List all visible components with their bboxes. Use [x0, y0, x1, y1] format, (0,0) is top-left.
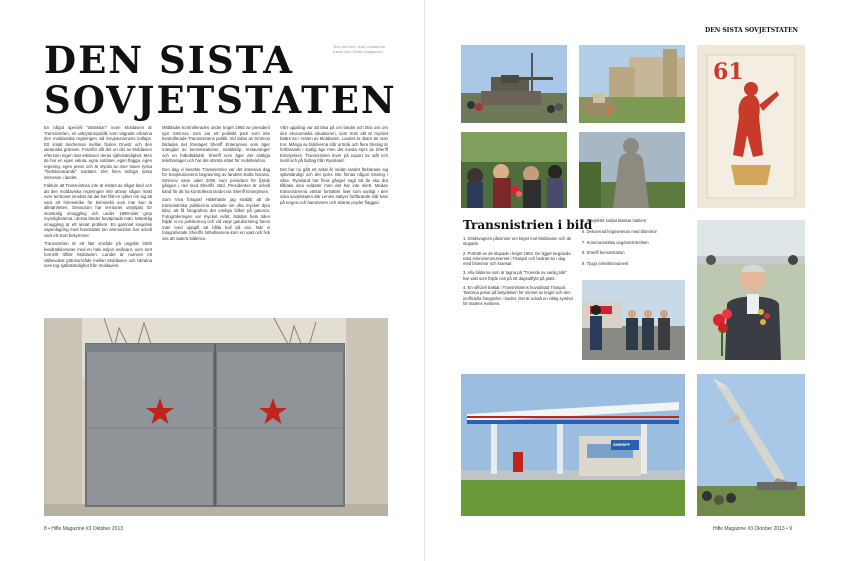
caption: 2. Porträtt av de stupade i kriget 1992. De ligger begravda nära minnesmonumentet i Tiraspol och hedras än i dag med blommor och kransar. — [463, 250, 571, 267]
caption: 1. Stridsvagnen påminner om kriget mot Moldavien och de stupade. — [463, 236, 572, 247]
captions-column-1 — [463, 236, 573, 310]
paragraph: Mittbladet kontrollerades under kriget 1992 av president Igor Smirnov, som var ett politiskt parti som inte kontrollerade Transnistriens politik. Vid sidan av Smirnov bildades det företaget Sheriff Enterprises som äger mängder av bensinstationer, snabbköp, restauranger och en fotbollsklubb. Sheriff som äger det statliga teleföretaget och har det största nätet för mobiltelefoni. — [162, 125, 270, 163]
soviet-poster-photo — [697, 45, 805, 208]
veteran-photo — [697, 220, 805, 360]
caption: 4. En officiell traktat i Transnistriens huvudstad Tiraspol. Tavlorna pekar på betydelsen för minnet av kriget och den inofficiella fotografen i landet. Det är också en viktig symbol för statens existens. — [463, 285, 573, 306]
page-folio-right: Hifle Magazine #3 Oktober 2013 • 9 — [713, 526, 793, 532]
soldier-statue-photo — [579, 132, 685, 208]
captions-column-2 — [582, 218, 694, 272]
body-column-1 — [44, 125, 152, 272]
caption: 6. Dekorerad krigsveteran med blommor — [582, 228, 657, 234]
title-line-2: SOVJETSTATEN — [44, 78, 397, 122]
byline — [333, 44, 389, 54]
crowd-flowers-photo — [461, 132, 567, 208]
caption: 3. Alla bilderna som är tagna på "Truende av vanlig tolk" har vakt som följde oss på ett dagsutflykt på plats. — [463, 270, 567, 281]
body-column-2 — [162, 125, 270, 244]
caption: 9. Tjugo missilmonument — [582, 261, 629, 267]
caption: 7. Kommunistiska ungdomsrörelsen — [582, 239, 649, 245]
paragraph: Faktum att Transnistrien inte är erkänt av något land och att den moldaviska regeringen inte utövar någon makt över territoriet innebär att det har fått en ryktet om sig att vara ett himmelrike för kriminella som inte kan lä allmänheten. Dessutom har territoriet utnyttjats för storskalig smuggling och under 1990-talet grep myndigheterna i dessa länder beväpnade män. Mänsklig smuggling är ett annat problem. En gammal sovjetisk vapenlagring med hundratals ton ammunition har också varit ett stort bekymmer. — [44, 183, 152, 238]
paragraph: Som Viva fotograf Hildehalde jag snabbt att de transnistriska politikerna värdade sin ofta mycket dyra bilar, att få fotografera det vanliga folket på gatorna. Fotograferingen var mycket svårt. Nästan hela tiden följde vi en poliskonvoj och vid varje gatukorsning fanns män med uppgift att hålla koll på oss. När vi fotograferade Sheriffs fotbollsarena kom en vakt och fick oss att radera bilderna. — [162, 197, 270, 241]
missile-monument-photo — [697, 374, 805, 516]
fortress-photo — [579, 45, 685, 123]
poster-number: 61 — [713, 59, 744, 85]
paragraph: Transnistrien är ett litet område på ungefär 4000 kvadratkilometer med en halv miljon invånare, som rent formellt tillhör Moldavien. Landet är numera ett välbevakat gränsområde mellan Moldavien och Ukraina som tog självständighet från moldavien. — [44, 241, 152, 268]
gate-photo — [44, 318, 388, 516]
soldiers-parade-photo — [582, 280, 685, 360]
section-header: DEN SISTA SOVJETSTATEN — [705, 27, 799, 34]
station-sign: SHERIFF — [613, 442, 631, 447]
paragraph: En något speciell "attraktion" inom Moldavien är Transnistrien, en utbrytarrepublik som vägrade erkänna den moldaviska regeringen vid Sovjetunionens kollaps. Ett smalt landremsa mellan floden Dnestr och den ukrainska gränsen. Framför allt det en del av Moldavien eftersom ingen stat erkänner deras självständighet. Men de har en egen valuta, egna soldater, egen flagga, egen regering, egen press och är styrda av över tusen ryska "fredsbevarande" soldater. Det finns många ryska intressen i landet. — [44, 125, 152, 180]
paragraph: Det har nu gått ett antal år sedan landet förklarade sig självständigt och det tycks inte finnas någon lösning i sikte. Ryssland har flera gånger sagt att de ska dra tillbaka sina soldater men det har inte skett. Medan transnistrierna väntar fortsätter livet som vanligt i den sista sovjetstaten där Lenins statyer fortfarande står kvar på torgen och hammaren och skäran pryder flaggan. — [280, 166, 388, 205]
gallery-title: Transnistrien i bild — [463, 218, 593, 232]
page-folio-left: 8 • Hifle Magazine #3 Oktober 2013 — [44, 526, 124, 532]
paragraph: Den dag vi besökte Transnistrien var det intensiva dag för Sovjetunionens begravning av landets stolta historia. Smirnov vann valet 2006 som president för fjärde gången i rad med Sheriffs stöd. Presidenten är också känd för att ha kontrollerat landet via Sheriff Enterprises. — [162, 166, 270, 194]
caption: 5. Sovjetiskt soldat klassar haklors — [582, 218, 647, 223]
tank-monument-photo — [461, 45, 567, 123]
credit-text: Text och foto: Karl Lundström — [333, 44, 386, 49]
title-line-1: DEN SISTA — [44, 38, 294, 82]
caption: 8. Sheriff bensinstation — [582, 250, 625, 256]
credit-photo: (utom bild: Hirise Magazine) — [333, 49, 383, 54]
paragraph: Vårt uppdrag var att läsa på om landet och lära oss om den ekonomiska situationen, som trots allt är mycket bättre än i resten av Moldavien. Landet är rikare än man tror. Många av fabrikerna står orörda och flera företag är fortfarande i statlig ägo men det mesta styrs av Sheriff Enterprises. Transnistrien lever på export av stål och textil och på bidrag från Ryssland. — [280, 125, 388, 163]
sheriff-station-photo — [461, 374, 685, 516]
body-column-3 — [280, 125, 388, 208]
